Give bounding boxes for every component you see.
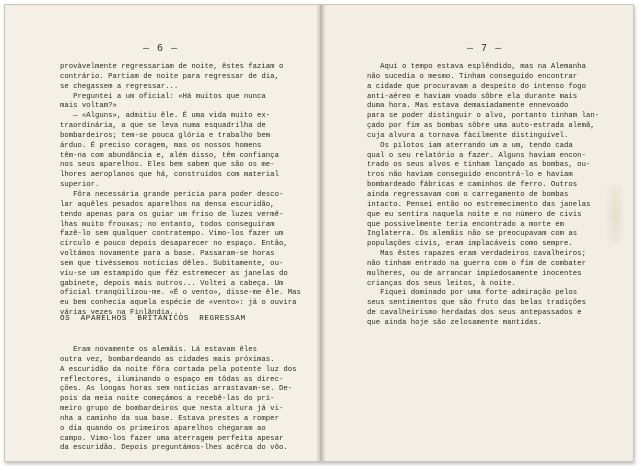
page-number-left: — 6 — (143, 43, 179, 54)
left-page-body-bottom: Eram novamente os alemãis. Lá estavam êles outra vez, bombardeando as cidades mais próximas. A escuridão da noite fôra cortada pela potente luz dos reflectores, iluminando o espaço em tôdas as direc- ções. As longas horas sem notícias arrastavam-se. De- pois da meia noite começámos a recebê-las do pri- meiro grupo de bombardeiros que nesta altura já vi- nha a caminho da sua base. Estava prestes a romper o dia quando os primeiros aparelhos chegaram ao campo. Vimo-los fazer uma aterragem perfeita apesar da escuridão. Depois preguntámos-lhes acêrca do vôo. (60, 346, 297, 453)
right-page-body: Aqui o tempo estava esplêndido, mas na Alemanha não sucedia o mesmo. Tinham conseguido encontrar a cidade que procuravam a despeito do intenso fogo anti-aéreo e haviam voado sôbre ela durante mais duma hora. Mas estava demasiadamente ennevoado para se poder distinguir o alvo, portanto tinham lan- çado por fim as bombas sôbre uma auto-estrada alemã, cuja alvura a tornava fàcilmente distinguível. Os pilotos iam aterrando um a um, tendo cada qual o seu relatório a fazer. Alguns haviam encon- trado os seus alvos e tinham lançado as bombas, ou- tros não haviam conseguido encontrá-lo e haviam bombardeado fábricas e caminhos de ferro. Outros ainda regressavam com o carregamento de bombas intacto. Pensei então no estremecimento das janelas que eu sentira naquela noite e no número de civis que possivelmente teria encontrado a morte em Inglaterra. Os alemãis não se preocupavam com as populações civis, eram implacáveis como sempre. Mas êstes rapazes eram verdadeiros cavalheiros; não tinham entrado na guerra com o fim de combater mulheres, ou de arrancar impiedosamente inocentes crianças dos seus leitos, à noite. Fiquei dominado por uma forte admiração pelos seus sentimentos que são fruto das belas tradições de cavalheirismo herdadas dos seus antepassados e que ainda hoje são zelosamente mantidas. (367, 63, 600, 327)
section-heading: OS APARELHOS BRITANICOS REGRESSAM (60, 315, 246, 323)
right-page (321, 5, 633, 461)
book-spine-shadow (316, 5, 326, 461)
paper-stain (607, 185, 623, 245)
left-page-body-top: provàvelmente regressariam de noite, êstes faziam o contrário. Partiam de noite para regressar de dia, se chegassem a regressar... Preguntei a um oficial: «Há muitos que nunca mais voltam?» — «Alguns», admitiu êle. É uma vida muito ex- traordinária, a que se leva numa esquadrilha de bombardeiros; tem-se pouca glória e trabalho bem árduo. É preciso coragem, mas os nossos homens têm-na com abundância e, além disso, têm confiança nos seus aparelhos. Eles bem sabem que são os me- lhores aeroplanos que há, construídos com material superior. Fôra necessária grande perícia para poder desco- lar aquêles pesados aparelhos na densa escuridão, tendo apenas para os guiar um friso de luzes vermê- lhas muito frouxas; no entanto, todos conseguiram fazê-lo sem qualquer contratempo. Vimo-los fazer um círculo e pouco depois desaparecer no espaço. Então, voltámos novamente para a base. Passaram-se horas sem que tivéssemos notícias dêles. Subitamente, ou- viu-se um estampido que fêz estremecer as janelas do gabinete, depois mais outros... Voltei a cabeça. Um oficial tranqüilizou-me. «É o vento», disse-me êle. Mas eu bem conhecia aquela espécie de «vento»: já o ouvira várias vezes na Finlândia... (60, 63, 301, 318)
left-page (5, 5, 321, 461)
scanned-book-spread (4, 4, 634, 462)
page-number-right: — 7 — (467, 43, 503, 54)
